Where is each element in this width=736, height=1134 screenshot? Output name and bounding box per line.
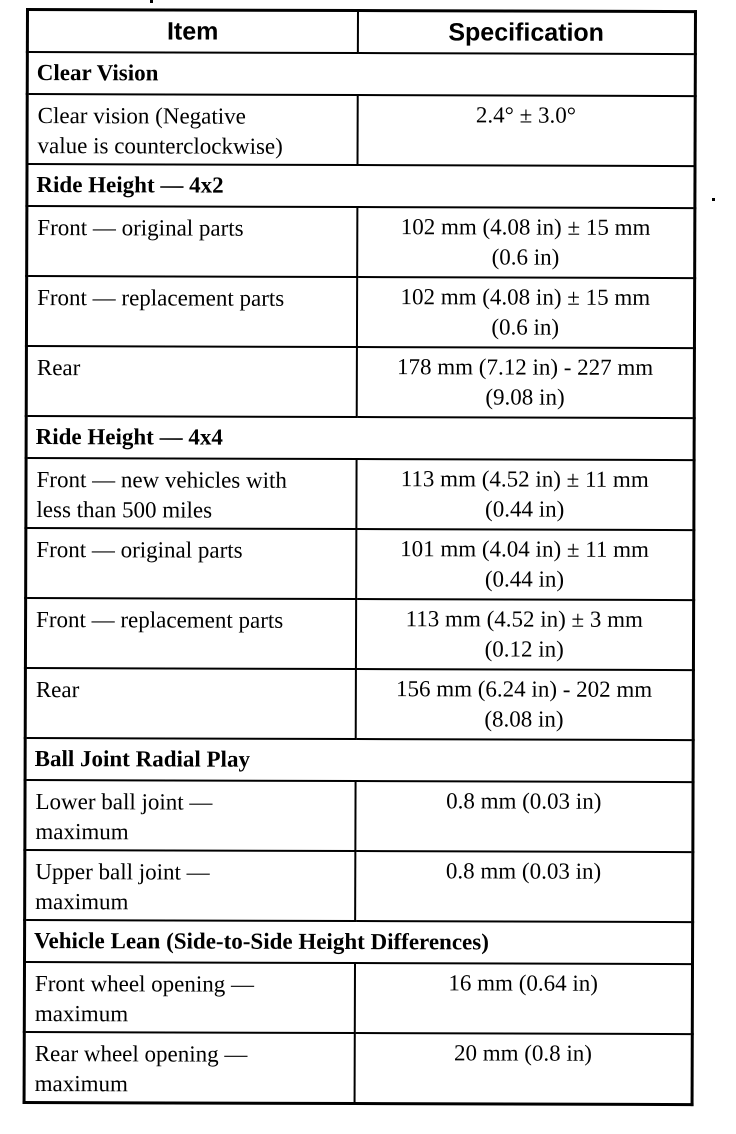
item-column-header: Item [27, 10, 357, 54]
specification-text-line: 0.8 mm (0.03 in) [445, 858, 602, 884]
section-title: Ride Height — 4x2 [27, 164, 695, 208]
table-row [25, 780, 693, 852]
item-cell [26, 346, 356, 417]
specification-text-line: 2.4° ± 3.0° [475, 102, 576, 128]
item-text-line: Upper ball joint — [35, 859, 210, 885]
specification-text-line: 156 mm (6.24 in) - 202 mm [395, 676, 653, 702]
item-cell [24, 1032, 354, 1104]
table-row [27, 206, 695, 278]
section-title: Clear Vision [27, 52, 695, 96]
item-cell [26, 276, 356, 347]
specification-text-line: 20 mm (0.8 in) [453, 1040, 593, 1066]
specification-text-line: 102 mm (4.08 in) ± 15 mm [400, 214, 651, 240]
table-row [24, 962, 692, 1034]
item-text-line: Front — new vehicles with [36, 467, 287, 493]
specification-text-line: 101 mm (4.04 in) ± 11 mm [400, 536, 649, 562]
item-text-line: value is counterclockwise) [37, 133, 283, 159]
item-text-line: maximum [34, 1071, 128, 1097]
specification-text-line: 16 mm (0.64 in) [448, 970, 598, 996]
table-row [26, 276, 694, 348]
item-text-line: maximum [35, 889, 129, 915]
table-row [24, 1032, 692, 1105]
table-row [25, 598, 693, 670]
specification-cell [355, 599, 693, 670]
specification-cell [356, 459, 694, 530]
item-cell [25, 598, 355, 669]
specification-cell [356, 277, 694, 348]
specification-text-line: (0.44 in) [485, 496, 565, 522]
section-header-row [25, 738, 693, 782]
item-text-line: Rear [36, 355, 81, 381]
specification-text-line: 0.8 mm (0.03 in) [446, 788, 602, 814]
specification-cell [354, 1033, 692, 1105]
item-text-line: less than 500 miles [36, 497, 213, 523]
scan-speck-right [712, 198, 715, 201]
item-text-line: Front — replacement parts [36, 607, 284, 633]
specification-cell [356, 347, 694, 418]
table-row [27, 94, 695, 166]
item-cell [27, 94, 357, 165]
section-header-row [26, 416, 694, 460]
specification-text-line: (0.6 in) [491, 244, 560, 270]
specification-text-line: (0.12 in) [484, 636, 564, 662]
specification-text-line: (9.08 in) [485, 384, 565, 410]
specification-cell [355, 851, 693, 922]
specification-cell [354, 963, 692, 1034]
item-cell [25, 668, 355, 739]
scan-speck-top [150, 0, 153, 3]
item-cell [25, 780, 355, 851]
specification-text-line: (0.44 in) [484, 566, 565, 592]
item-text-line: maximum [35, 819, 129, 845]
table-row [26, 458, 694, 530]
item-cell [26, 458, 356, 529]
table-row [26, 528, 694, 600]
specification-text-line: 113 mm (4.52 in) ± 3 mm [405, 606, 644, 632]
specification-text-line: 102 mm (4.08 in) ± 15 mm [400, 284, 651, 310]
item-cell [24, 962, 354, 1033]
table-row [25, 668, 693, 740]
item-text-line: Front wheel opening — [34, 971, 255, 997]
item-text-line: Front — original parts [37, 215, 244, 241]
section-title: Vehicle Lean (Side-to-Side Height Differences) [25, 920, 693, 964]
item-text-line: Front — replacement parts [37, 285, 285, 311]
specification-column-header: Specification [357, 11, 695, 55]
table-row [25, 850, 693, 922]
section-title: Ball Joint Radial Play [25, 738, 693, 782]
section-header-row [25, 920, 693, 964]
item-text-line: maximum [34, 1001, 129, 1027]
item-cell [27, 206, 357, 277]
item-text-line: Rear wheel opening — [34, 1041, 248, 1067]
item-text-line: Lower ball joint — [35, 789, 213, 815]
table-body [24, 52, 695, 1105]
specification-text-line: 113 mm (4.52 in) ± 11 mm [400, 466, 649, 492]
specification-cell [355, 669, 693, 740]
specification-cell [355, 781, 693, 852]
section-header-row [27, 52, 695, 96]
specification-cell [356, 529, 694, 600]
table-row [26, 346, 694, 418]
item-text-line: Front — original parts [36, 537, 243, 563]
specification-cell [357, 95, 695, 166]
specification-table [23, 8, 697, 1106]
specification-text-line: (8.08 in) [484, 706, 564, 732]
specification-text-line: 178 mm (7.12 in) - 227 mm [396, 354, 654, 380]
item-cell [25, 850, 355, 921]
specification-text-line: (0.6 in) [491, 314, 560, 340]
header-row [27, 10, 695, 55]
section-header-row [27, 164, 695, 208]
item-text-line: Rear [35, 677, 80, 703]
item-text-line: Clear vision (Negative [37, 103, 246, 129]
section-title: Ride Height — 4x4 [26, 416, 694, 460]
item-cell [26, 528, 356, 599]
specification-cell [357, 207, 695, 278]
